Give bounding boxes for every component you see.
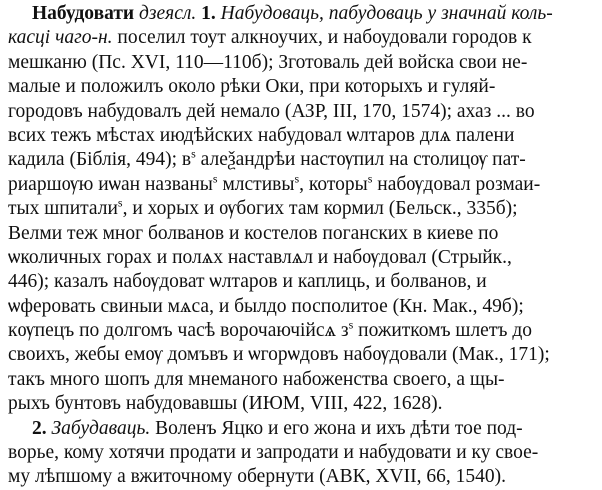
text-run: малые и положилъ около рѣки Оки, при которыхъ и гуляй- [8, 76, 496, 98]
text-line [8, 417, 594, 441]
text-run: своихъ, жебы емѹ домъвъ и ѡгорѡдовъ набѹдовали (Мак., 171); [8, 344, 550, 366]
superscript-mark: s [191, 146, 196, 161]
text-run: му лѣпшому а вжиточному обернути (АВК, XVII, 66, 1540). [8, 466, 506, 488]
italic-run: Набудоваць, пабудоваць у значнай коль- [215, 3, 553, 24]
text-line [8, 148, 594, 172]
text-line [8, 222, 594, 246]
text-line [8, 75, 594, 99]
text-run: 446); казалъ набѹдоват ѡлтаров и каплиць, и болванов, и [8, 271, 487, 293]
italic-run: дзеясл. [134, 3, 202, 24]
superscript-mark: s [212, 171, 218, 186]
superscript-mark: s [117, 195, 123, 210]
text-run: пожиткомъ шлетъ до [353, 320, 532, 342]
text-line [8, 173, 594, 197]
text-line [8, 197, 594, 221]
text-line [8, 124, 594, 148]
text-line [8, 392, 594, 416]
text-line [8, 246, 594, 270]
text-run: ѡферовать свиныи мѧса, и былдо посполитое (Кн. Мак., 49б); [8, 295, 524, 317]
text-run: , и хорых и ѹбогих там кормил (Бельск., 335б); [122, 198, 518, 220]
text-run: такъ много шопъ для мнеманого набоженства своего, а щы- [8, 368, 505, 390]
text-run: риаршѹю иѡан названы [8, 173, 213, 195]
bold-run: 2. [32, 417, 47, 439]
text-line [8, 319, 594, 343]
text-run: ѡколичных горах и полѧх наставлѧл и набѹдовал (Стрыйк., [8, 246, 512, 268]
bold-run: 1. [201, 3, 216, 24]
text-line [8, 441, 594, 465]
text-line [8, 343, 594, 367]
italic-run: касці чаго-н. [8, 27, 113, 49]
text-line [8, 51, 594, 75]
text-line [8, 465, 594, 489]
text-run: Воленъ Яцко и его жона и ихъ дѣти тое под- [150, 417, 523, 439]
text-run: городовъ набудовалъ дей немало (АЗР, III, 170, 1574); ахаз ... во [8, 100, 535, 122]
text-run: , которы [299, 173, 368, 195]
text-run: кадила (Біблія, 494); в [8, 149, 192, 171]
text-line [8, 368, 594, 392]
superscript-mark: s [348, 317, 354, 332]
text-run: мешканю (Пс. XVI, 110—110б); Зготоваль дей войска свои не- [8, 51, 528, 73]
headword: Набудовати [32, 3, 135, 24]
text-run: тых шпитали [8, 198, 118, 220]
text-line [8, 26, 594, 50]
superscript-mark: s [367, 171, 373, 186]
text-run: рыхъ бунтовъ набудовавшы (ИЮМ, VIII, 422, 1628). [8, 393, 443, 415]
superscript-mark: s [294, 171, 300, 186]
italic-run: Забудаваць. [46, 417, 151, 439]
text-run: всих тежъ мѣстах июдѣйских набудовал ѡлтаров длѧ палени [8, 124, 515, 146]
text-run: ворье, кому хотячи продати и запродати и набудовати и ку свое- [8, 442, 539, 464]
text-run: млстивы [217, 173, 295, 195]
text-run: кѹпецъ по долгомъ часѣ ворочаючійсѧ з [8, 320, 349, 342]
text-run: набѹдовал розмаи- [372, 173, 541, 195]
text-run: алеѯандрѣи настѹпил на столицѹ пат- [195, 149, 526, 171]
text-line [8, 270, 594, 294]
text-run: Велми теж мног болванов и костелов поганских в киеве по [8, 222, 499, 244]
text-run: поселил тоут алкноучих, и набоудовали городов к [112, 27, 532, 49]
text-line [8, 295, 594, 319]
text-line [8, 2, 594, 26]
text-line [8, 100, 594, 124]
